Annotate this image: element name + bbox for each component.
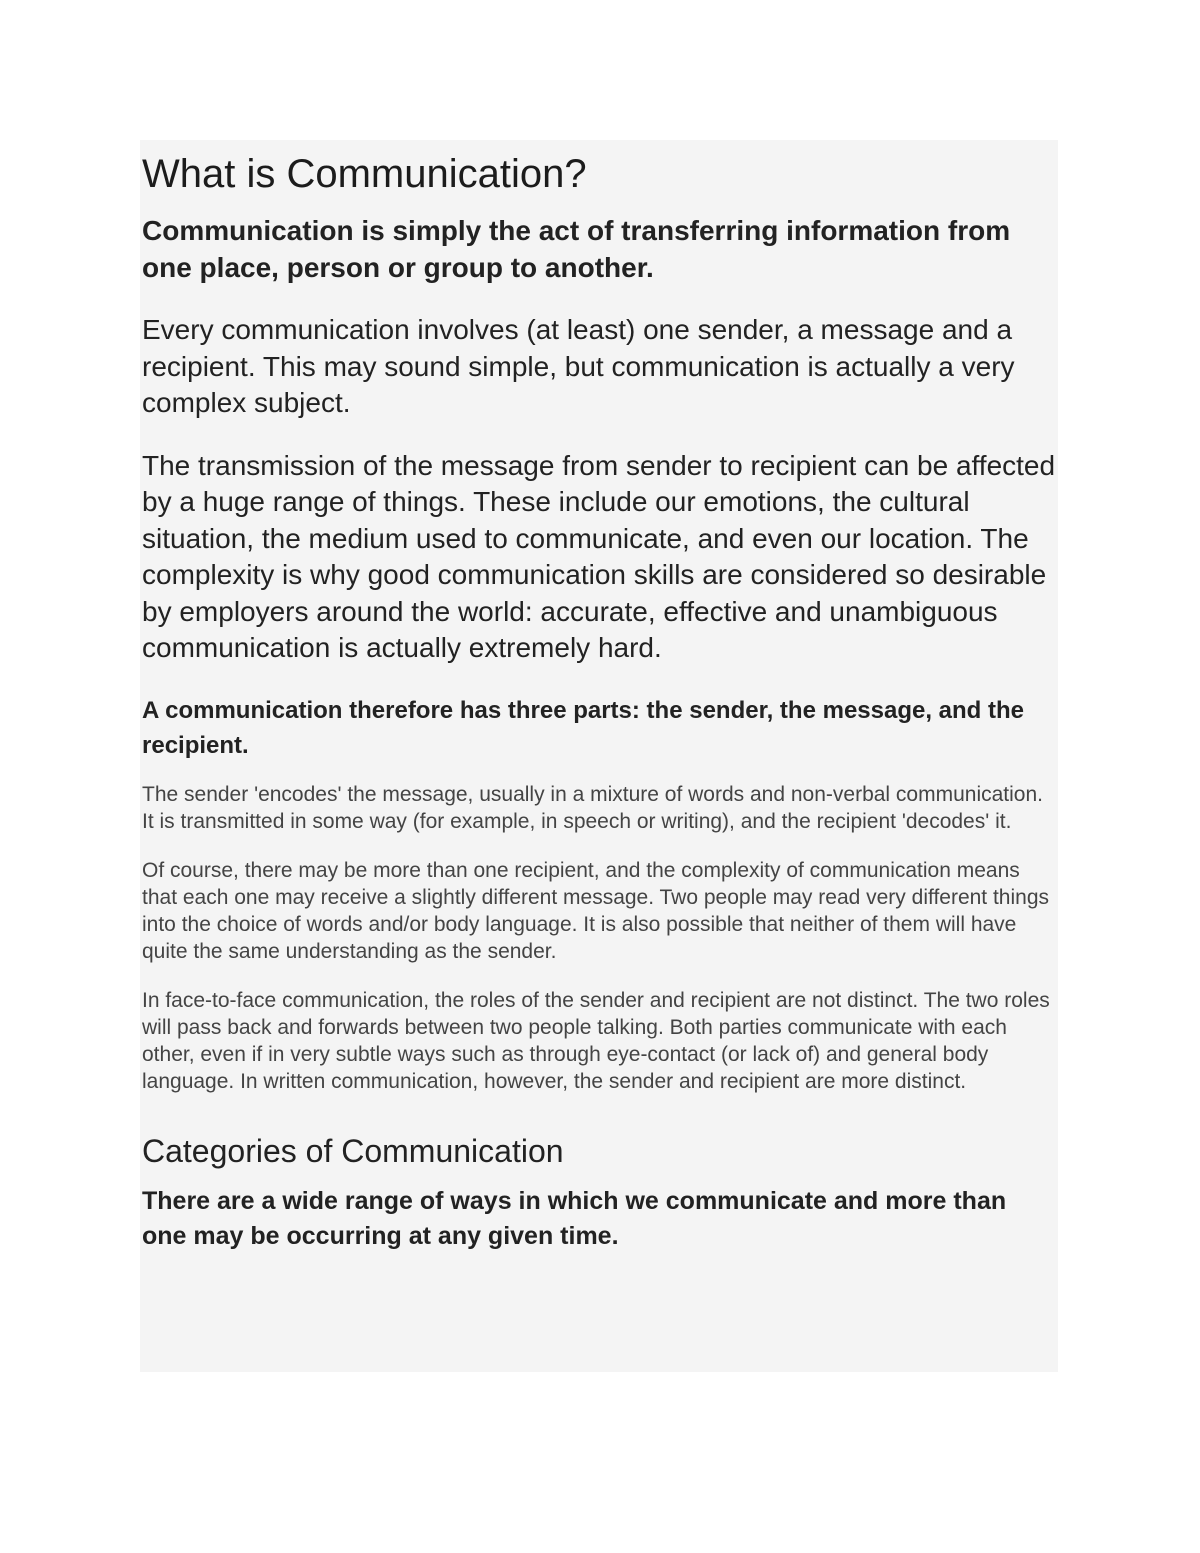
paragraph-encode-decode: The sender 'encodes' the message, usually in a mixture of words and non-verbal communication. It is transmitted in some way (for example, in speech or writing), and the recipient 'decodes' it.	[142, 782, 1043, 833]
page-title: What is Communication?	[142, 152, 587, 196]
paragraph-sender-message-recipient: Every communication involves (at least) one sender, a message and a recipient. This may sound simple, but communication is actually a very complex subject.	[142, 314, 1015, 418]
paragraph-multiple-recipients: Of course, there may be more than one recipient, and the complexity of communication means that each one may receive a slightly different message. Two people may read very different things into the choice of words and/or body language. It is also possible that neither of them will have quite the same understanding as the sender.	[142, 858, 1050, 963]
three-parts-subhead: A communication therefore has three parts: the sender, the message, and the recipient.	[142, 696, 1025, 759]
categories-intro: There are a wide range of ways in which we communicate and more than one may be occurring at any given time.	[142, 1187, 1007, 1251]
document-content-block	[140, 140, 1058, 1372]
paragraph-transmission-factors: The transmission of the message from sender to recipient can be affected by a huge range of things. These include our emotions, the cultural situation, the medium used to communicate, and even our location. The complexity is why good communication skills are considered so desirable by employers around the world: accurate, effective and unambiguous communication is actually extremely hard.	[142, 449, 1056, 663]
paragraph-face-to-face: In face-to-face communication, the roles of the sender and recipient are not distinct. The two roles will pass back and forwards between two people talking. Both parties communicate with each other, even if in very subtle ways such as through eye-contact (or lack of) and general body language. In written communication, however, the sender and recipient are more distinct.	[142, 988, 1050, 1093]
intro-definition: Communication is simply the act of transferring information from one place, person or group to another.	[142, 215, 1011, 283]
section-title-categories: Categories of Communication	[142, 1132, 564, 1169]
